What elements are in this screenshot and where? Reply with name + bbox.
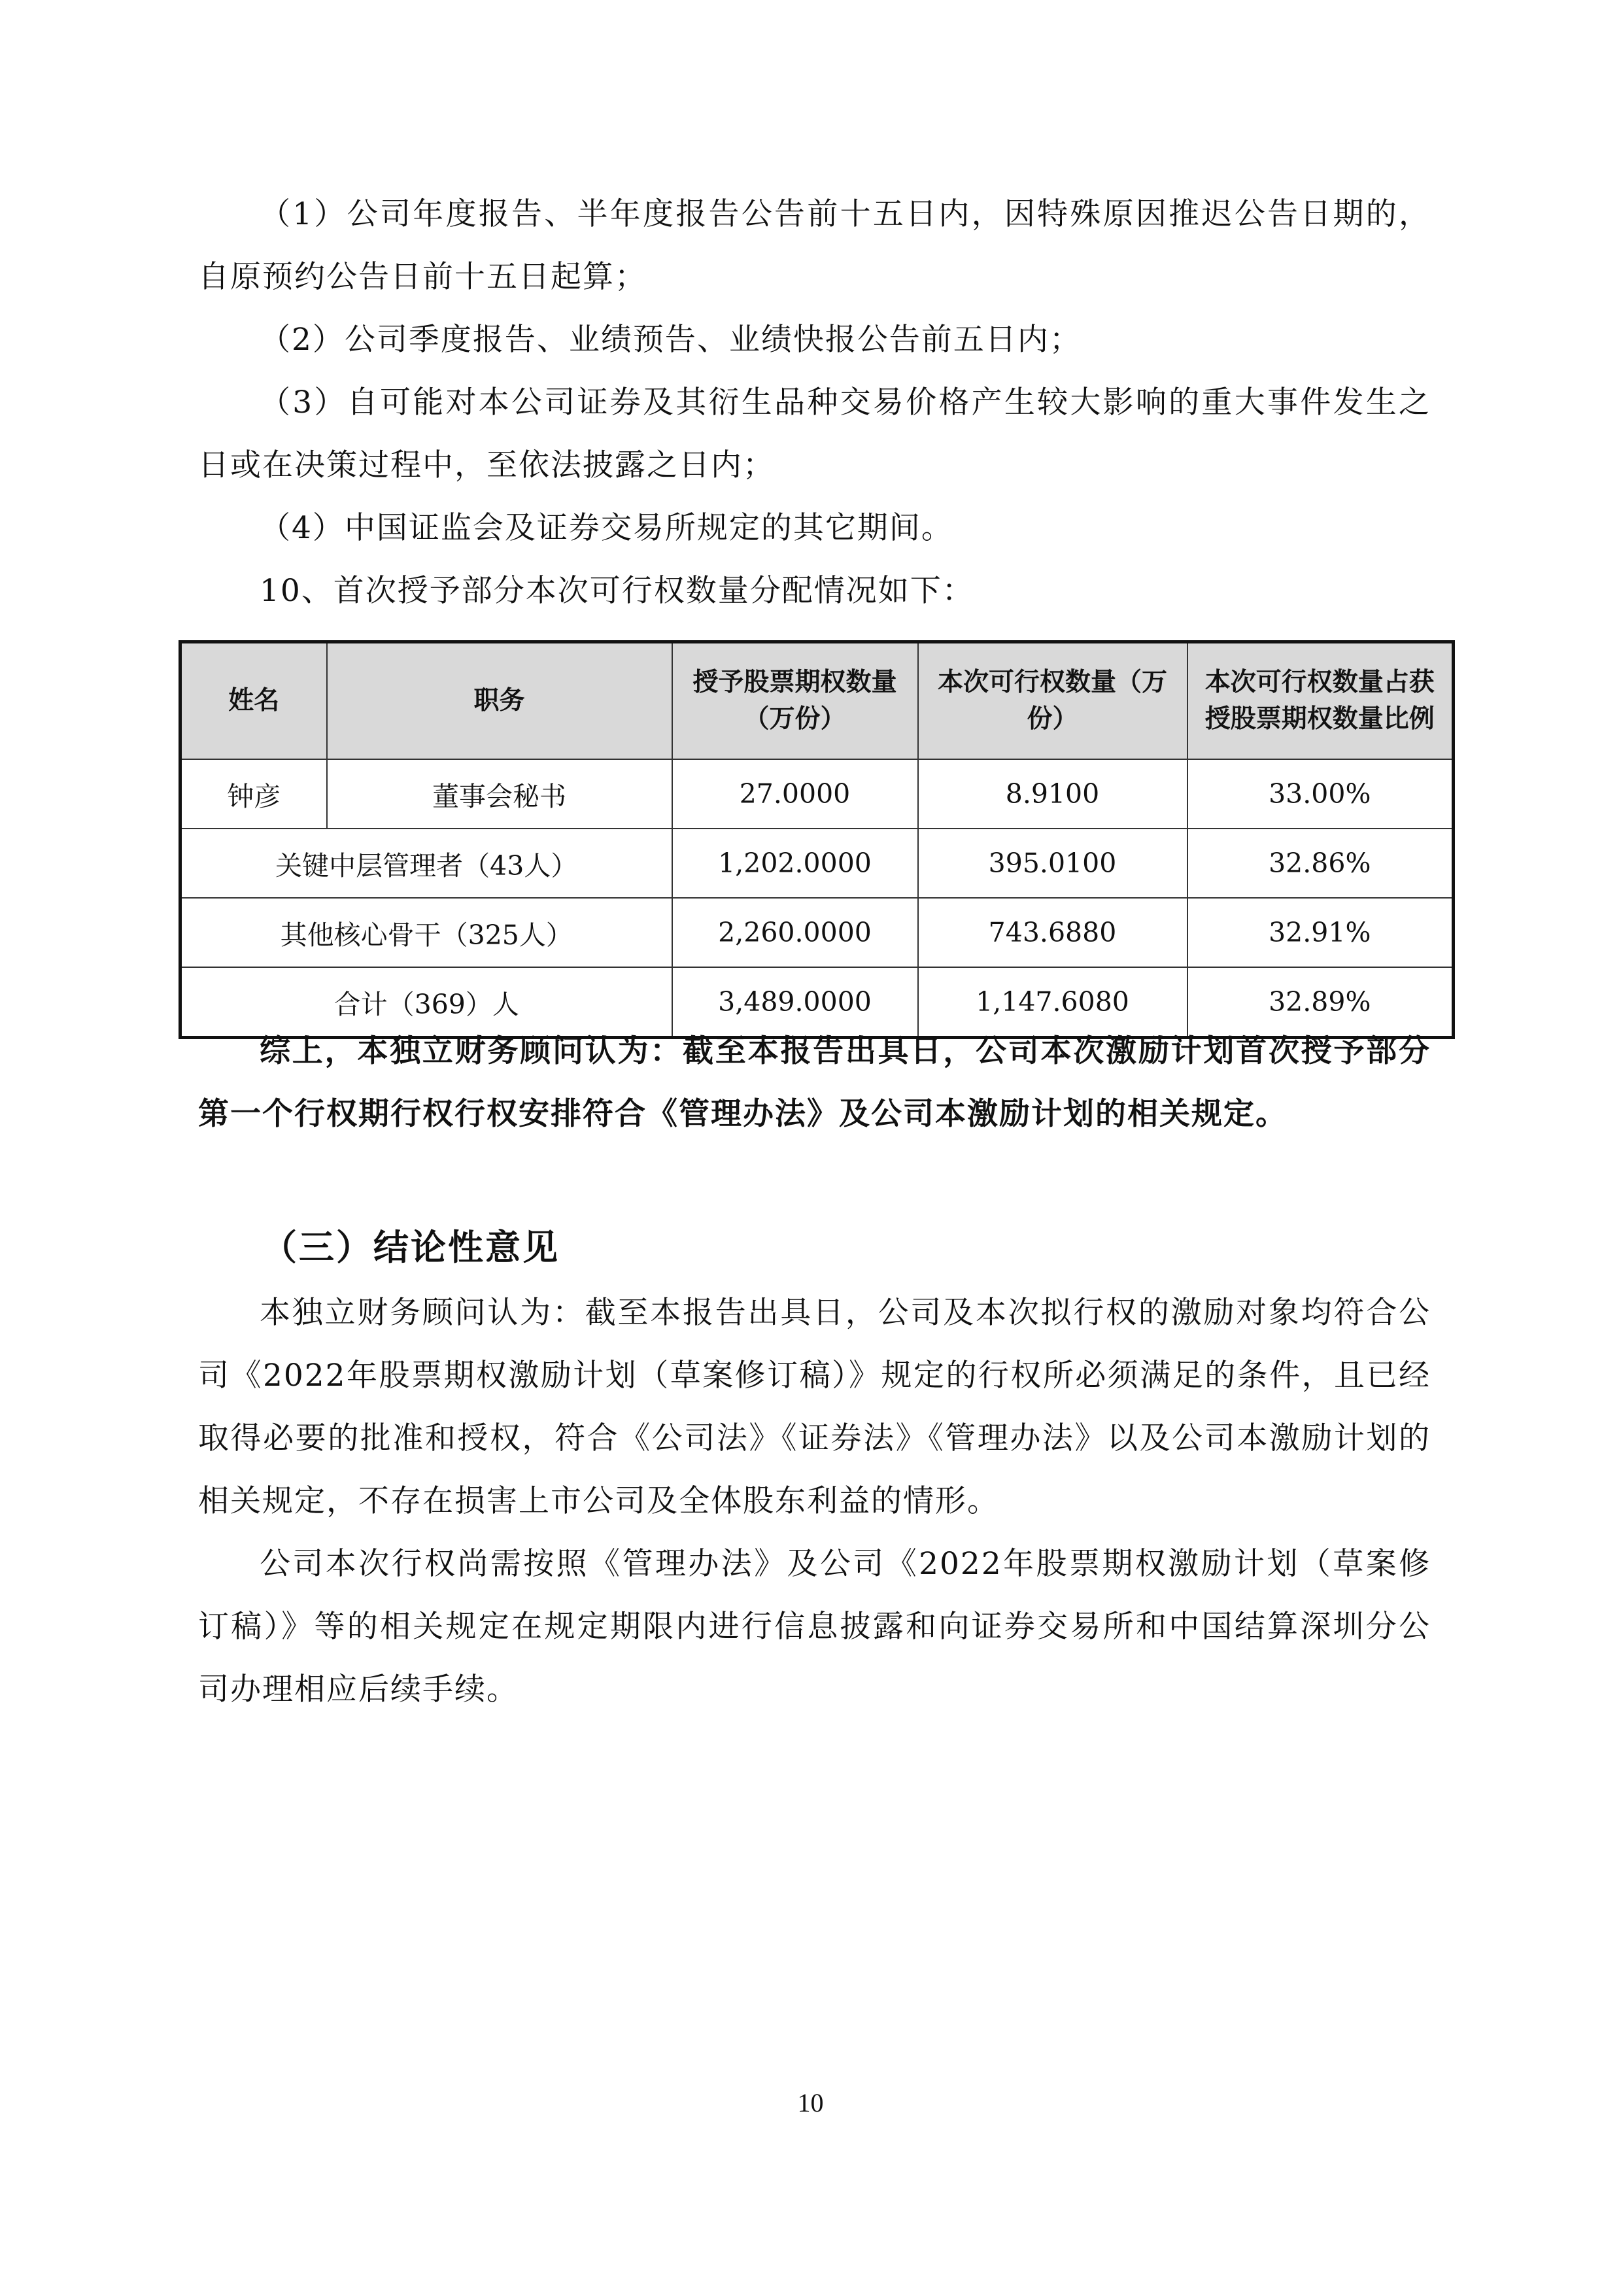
cell-exercisable: 395.0100 — [918, 829, 1187, 898]
cell-name: 钟彦 — [180, 759, 327, 829]
header-ratio: 本次可行权数量占获授股票期权数量比例 — [1187, 642, 1454, 760]
paragraph-item-3: （3）自可能对本公司证券及其衍生品种交易价格产生较大影响的重大事件发生之日或在决策过程中，至依法披露之日内； — [198, 385, 1431, 483]
cell-granted: 27.0000 — [672, 759, 918, 829]
table-row — [180, 829, 1454, 898]
table-row — [180, 759, 1454, 829]
cell-ratio: 32.89% — [1187, 967, 1454, 1038]
table-row — [180, 898, 1454, 967]
header-granted: 授予股票期权数量（万份） — [672, 642, 918, 760]
paragraph-item-4: （4）中国证监会及证券交易所规定的其它期间。 — [260, 510, 953, 546]
cell-ratio: 32.91% — [1187, 898, 1454, 967]
cell-exercisable: 8.9100 — [918, 759, 1187, 829]
cell-exercisable: 743.6880 — [918, 898, 1187, 967]
summary-paragraph: 综上，本独立财务顾问认为：截至本报告出具日，公司本次激励计划首次授予部分第一个行权期行权行权安排符合《管理办法》及公司本激励计划的相关规定。 — [198, 1033, 1431, 1132]
paragraph-item-2: （2）公司季度报告、业绩预告、业绩快报公告前五日内； — [260, 322, 1082, 358]
exercise-allocation-table — [179, 640, 1455, 1039]
cell-ratio: 32.86% — [1187, 829, 1454, 898]
section-heading: （三）结论性意见 — [262, 1227, 560, 1268]
cell-title: 董事会秘书 — [327, 759, 672, 829]
conclusion-paragraph-2: 公司本次行权尚需按照《管理办法》及公司《2022年股票期权激励计划（草案修订稿）》等的相关规定在规定期限内进行信息披露和向证券交易所和中国结算深圳分公司办理相应后续手续。 — [198, 1546, 1431, 1707]
header-title: 职务 — [327, 642, 672, 760]
table-header-row — [180, 642, 1454, 760]
page-number: 10 — [797, 2088, 824, 2117]
paragraph-table-intro: 10、首次授予部分本次可行权数量分配情况如下： — [260, 573, 974, 609]
cell-exercisable: 1,147.6080 — [918, 967, 1187, 1038]
cell-total-label: 合计（369）人 — [180, 967, 672, 1038]
cell-granted: 1,202.0000 — [672, 829, 918, 898]
cell-group-label: 其他核心骨干（325人） — [180, 898, 672, 967]
cell-ratio: 33.00% — [1187, 759, 1454, 829]
cell-granted: 3,489.0000 — [672, 967, 918, 1038]
conclusion-paragraph-1: 本独立财务顾问认为：截至本报告出具日，公司及本次拟行权的激励对象均符合公司《2022年股票期权激励计划（草案修订稿）》规定的行权所必须满足的条件，且已经取得必要的批准和授权，符合《公司法》《证券法》《管理办法》以及公司本激励计划的相关规定，不存在损害上市公司及全体股东利益的情形。 — [198, 1295, 1431, 1519]
paragraph-item-1: （1）公司年度报告、半年度报告公告前十五日内，因特殊原因推迟公告日期的，自原预约公告日前十五日起算； — [198, 196, 1431, 295]
cell-group-label: 关键中层管理者（43人） — [180, 829, 672, 898]
header-name: 姓名 — [180, 642, 327, 760]
header-exercisable: 本次可行权数量（万份） — [918, 642, 1187, 760]
cell-granted: 2,260.0000 — [672, 898, 918, 967]
